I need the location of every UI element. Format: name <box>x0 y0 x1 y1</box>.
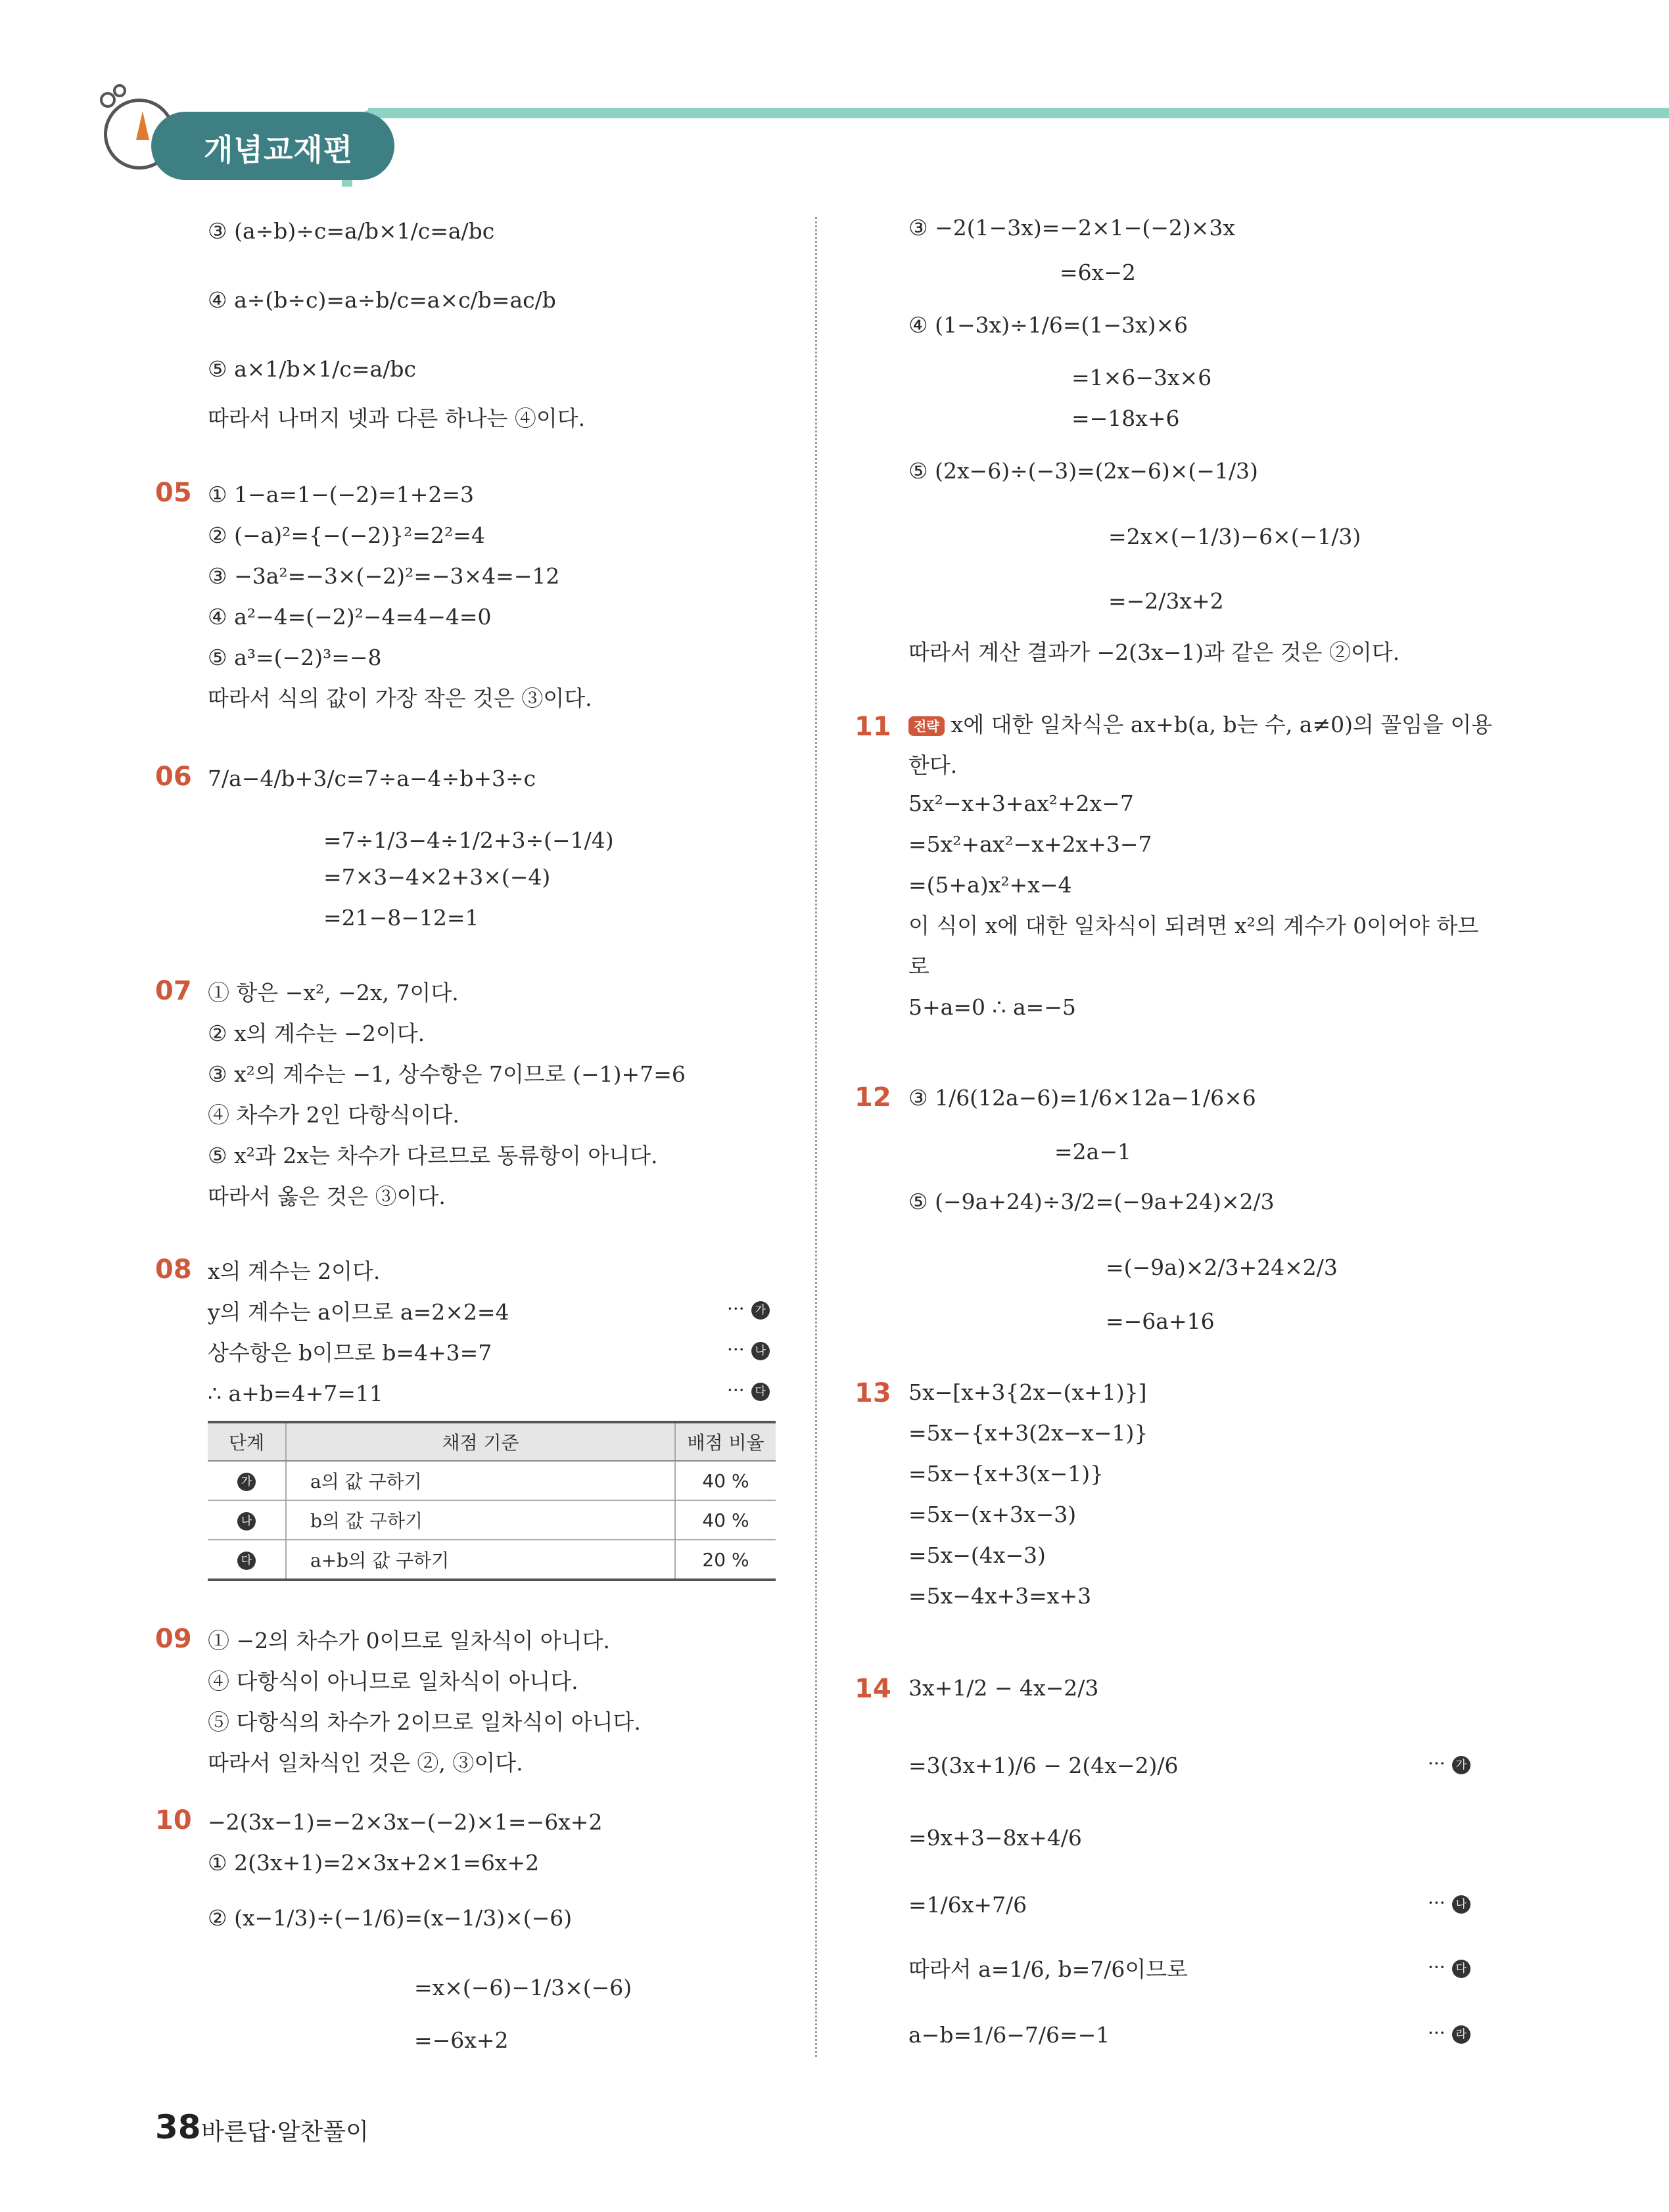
solution-line: ④ a²−4=(−2)²−4=4−4=0 <box>208 604 492 630</box>
solution-line: 따라서 일차식인 것은 ②, ③이다. <box>208 1750 523 1776</box>
solution-line: ① −2의 차수가 0이므로 일차식이 아니다. <box>208 1628 610 1653</box>
solution-line: ⑤ 다항식의 차수가 2이므로 일차식이 아니다. <box>208 1709 641 1735</box>
solution-line: =−6a+16 <box>1106 1308 1215 1334</box>
strategy-line <box>908 714 1492 736</box>
solution-line: =2a−1 <box>1054 1139 1131 1164</box>
marker-dots: ··· <box>727 1379 745 1401</box>
problem-number: 05 <box>155 478 192 508</box>
solution-line: =5x−4x+3=x+3 <box>908 1583 1092 1609</box>
solution-line: =7÷1/3−4÷1/2+3÷(−1/4) <box>323 827 614 853</box>
marker-dots: ··· <box>727 1339 745 1360</box>
problem-number: 13 <box>855 1378 891 1408</box>
solution-line: ⑤ (2x−6)÷(−3)=(2x−6)×(−1/3) <box>908 458 1258 484</box>
decor-dot <box>100 92 116 108</box>
problem-number: 10 <box>155 1805 192 1835</box>
problem-number: 06 <box>155 762 192 792</box>
solution-line: ③ −3a²=−3×(−2)²=−3×4=−12 <box>208 563 560 589</box>
section-title: 개념교재편 <box>204 132 354 168</box>
solution-line: 따라서 나머지 넷과 다른 하나는 ④이다. <box>208 405 586 431</box>
solution-line: 상수항은 b이므로 b=4+3=7 <box>208 1340 492 1366</box>
step-marker-icon: 나 <box>751 1342 770 1360</box>
solution-line: x의 계수는 2이다. <box>208 1258 381 1284</box>
step-marker <box>727 1300 770 1320</box>
solution-line: ④ a÷(b÷c)=a÷b/c=a×c/b=ac/b <box>208 287 556 313</box>
solution-line: ③ −2(1−3x)=−2×1−(−2)×3x <box>908 215 1235 241</box>
solution-line: 따라서 옳은 것은 ③이다. <box>208 1184 446 1209</box>
solution-line: =1×6−3x×6 <box>1071 365 1212 390</box>
table-cell: 40 % <box>675 1500 776 1540</box>
solution-line: =(5+a)x²+x−4 <box>908 872 1072 898</box>
marker-dots: ··· <box>1428 1753 1446 1774</box>
solution-line: 5x−[x+3{2x−(x+1)}] <box>908 1379 1147 1405</box>
solution-line: =5x²+ax²−x+2x+3−7 <box>908 831 1152 857</box>
table-cell: 다 <box>208 1540 286 1580</box>
solution-line: ④ (1−3x)÷1/6=(1−3x)×6 <box>908 312 1188 338</box>
table-cell: 나 <box>208 1500 286 1540</box>
step-marker-icon: 가 <box>1452 1756 1470 1774</box>
table-row <box>208 1500 776 1540</box>
solution-line: ⑤ x²과 2x는 차수가 다르므로 동류항이 아니다. <box>208 1143 658 1168</box>
table-header: 단계 <box>208 1422 286 1461</box>
solution-line: y의 계수는 a이므로 a=2×2=4 <box>208 1299 509 1325</box>
solution-line: ③ 1/6(12a−6)=1/6×12a−1/6×6 <box>908 1085 1256 1111</box>
table-cell: 가 <box>208 1461 286 1500</box>
solution-line: =−6x+2 <box>414 2027 509 2053</box>
header-rule <box>368 108 1669 118</box>
solution-line: 따라서 식의 값이 가장 작은 것은 ③이다. <box>208 685 592 711</box>
problem-number: 07 <box>155 976 192 1006</box>
solution-line: ⑤ (−9a+24)÷3/2=(−9a+24)×2/3 <box>908 1189 1275 1214</box>
table-cell: 20 % <box>675 1540 776 1580</box>
solution-line: =−18x+6 <box>1071 405 1180 431</box>
solution-line: =3(3x+1)/6 − 2(4x−2)/6 <box>908 1753 1179 1778</box>
problem-number: 11 <box>855 712 891 742</box>
step-marker <box>1428 1894 1470 1914</box>
strategy-line-2: 한다. <box>908 752 958 778</box>
solution-line: ② x의 계수는 −2이다. <box>208 1021 425 1046</box>
step-marker-icon: 가 <box>751 1301 770 1320</box>
table-cell: a의 값 구하기 <box>286 1461 675 1500</box>
solution-line: ⑤ a×1/b×1/c=a/bc <box>208 356 416 382</box>
solution-line: 따라서 계산 결과가 −2(3x−1)과 같은 것은 ②이다. <box>908 639 1400 665</box>
marker-dots: ··· <box>1428 1892 1446 1914</box>
solution-line: ④ 다항식이 아니므로 일차식이 아니다. <box>208 1669 578 1694</box>
solution-line: 따라서 a=1/6, b=7/6이므로 <box>908 1956 1188 1982</box>
solution-line: ④ 차수가 2인 다항식이다. <box>208 1102 459 1128</box>
solution-line: =−2/3x+2 <box>1108 588 1224 614</box>
solution-line: =9x+3−8x+4/6 <box>908 1825 1082 1851</box>
solution-line: a−b=1/6−7/6=−1 <box>908 2022 1110 2048</box>
strategy-text: x에 대한 일차식은 ax+b(a, b는 수, a≠0)의 꼴임을 이용 <box>951 712 1493 737</box>
solution-line: 5x²−x+3+ax²+2x−7 <box>908 791 1134 816</box>
table-cell: a+b의 값 구하기 <box>286 1540 675 1580</box>
solution-line: ② (−a)²={−(−2)}²=2²=4 <box>208 522 485 548</box>
solution-line: =1/6x+7/6 <box>908 1892 1027 1918</box>
step-marker-icon: 다 <box>751 1383 770 1401</box>
decor-dot <box>113 84 126 97</box>
solution-line: =5x−{x+3(x−1)} <box>908 1461 1104 1486</box>
step-marker <box>1428 2024 1470 2044</box>
page-number: 38 <box>155 2108 201 2146</box>
step-marker <box>727 1381 770 1401</box>
solution-line: 5+a=0 ∴ a=−5 <box>908 994 1076 1020</box>
marker-dots: ··· <box>1428 2022 1446 2044</box>
solution-line: ② (x−1/3)÷(−1/6)=(x−1/3)×(−6) <box>208 1905 573 1931</box>
solution-line: =5x−(x+3x−3) <box>908 1502 1077 1527</box>
solution-line: 로 <box>908 954 929 979</box>
table-row <box>208 1540 776 1580</box>
marker-dots: ··· <box>1428 1956 1446 1978</box>
step-marker <box>1428 1958 1470 1978</box>
solution-line: ③ x²의 계수는 −1, 상수항은 7이므로 (−1)+7=6 <box>208 1061 686 1087</box>
marker-dots: ··· <box>727 1298 745 1320</box>
section-tab <box>151 112 394 180</box>
problem-number: 09 <box>155 1624 192 1654</box>
solution-line: 3x+1/2 − 4x−2/3 <box>908 1675 1099 1701</box>
step-marker-icon: 나 <box>1452 1895 1470 1914</box>
table-header: 배점 비율 <box>675 1422 776 1461</box>
step-marker <box>1428 1755 1470 1774</box>
problem-number: 12 <box>855 1082 891 1113</box>
grading-table <box>208 1421 776 1581</box>
solution-line: =6x−2 <box>1060 260 1136 285</box>
table-cell: b의 값 구하기 <box>286 1500 675 1540</box>
solution-line: 7/a−4/b+3/c=7÷a−4÷b+3÷c <box>208 766 536 791</box>
solution-line: ③ (a÷b)÷c=a/b×1/c=a/bc <box>208 218 495 244</box>
solution-line: ∴ a+b=4+7=11 <box>208 1381 383 1406</box>
solution-line: ① 1−a=1−(−2)=1+2=3 <box>208 482 475 507</box>
solution-line: =(−9a)×2/3+24×2/3 <box>1106 1255 1338 1280</box>
table-header: 채점 기준 <box>286 1422 675 1461</box>
solution-line: =x×(−6)−1/3×(−6) <box>414 1975 632 2000</box>
solution-line: ⑤ a³=(−2)³=−8 <box>208 645 382 670</box>
step-marker <box>727 1341 770 1360</box>
step-marker-icon: 다 <box>1452 1960 1470 1978</box>
step-marker-icon: 라 <box>1452 2025 1470 2044</box>
solution-line: ① 2(3x+1)=2×3x+2×1=6x+2 <box>208 1850 540 1876</box>
solution-line: 이 식이 x에 대한 일차식이 되려면 x²의 계수가 0이어야 하므 <box>908 913 1479 938</box>
table-row <box>208 1461 776 1500</box>
solution-line: =5x−{x+3(2x−x−1)} <box>908 1420 1148 1446</box>
solution-line: =7×3−4×2+3×(−4) <box>323 864 551 890</box>
problem-number: 08 <box>155 1255 192 1285</box>
solution-line: ① 항은 −x², −2x, 7이다. <box>208 980 459 1005</box>
solution-line: =2x×(−1/3)−6×(−1/3) <box>1108 524 1361 549</box>
column-divider <box>815 217 817 2057</box>
solution-line: =5x−(4x−3) <box>908 1542 1046 1568</box>
table-cell: 40 % <box>675 1461 776 1500</box>
solution-line: −2(3x−1)=−2×3x−(−2)×1=−6x+2 <box>208 1809 603 1835</box>
footer-label: 바른답·알찬풀이 <box>201 2119 369 2146</box>
solution-line: =21−8−12=1 <box>323 905 479 931</box>
problem-number: 14 <box>855 1674 891 1704</box>
strategy-badge: 전략 <box>908 716 945 736</box>
